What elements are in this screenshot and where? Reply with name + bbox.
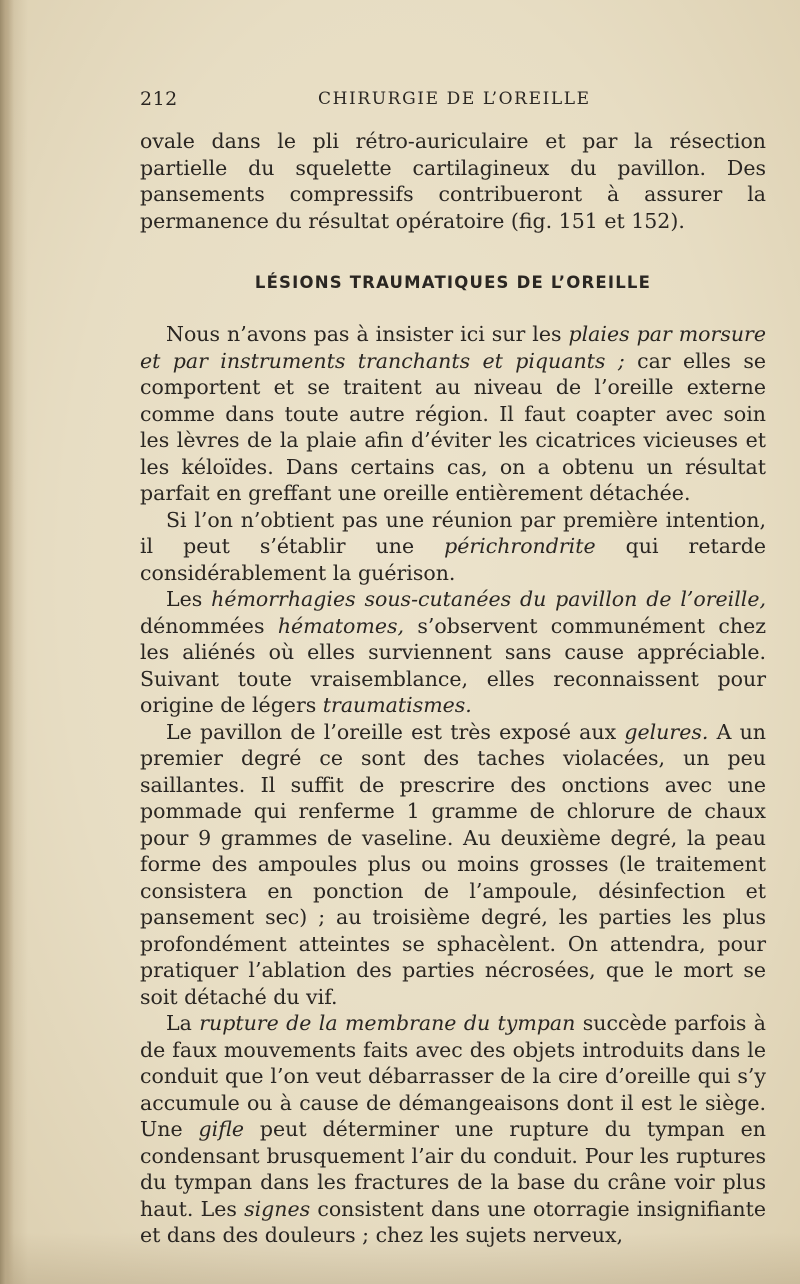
italic-text-run: hémorrhagies sous-cutanées du pavillon de l’oreille,: [211, 587, 766, 611]
paragraph: [140, 321, 766, 507]
italic-text-run: signes: [244, 1196, 311, 1221]
italic-text-run: gelures.: [624, 719, 709, 744]
italic-text-run: gifle: [198, 1117, 244, 1141]
paragraph: [140, 507, 766, 587]
text-run: qui retarde considérablement la guérison.: [140, 534, 766, 585]
text-run: consistent dans une otorragie insignifiante et dans des douleurs ; chez les sujets nerveux,: [140, 1196, 766, 1247]
paragraph: [140, 1010, 766, 1249]
page-number: 212: [140, 88, 178, 110]
text-run: car elles se comportent et se traitent au niveau de l’oreille externe comme dans toute autre région. Il faut coapter avec soin les lèvres de la plaie afin d’éviter les cicatrices vicieuses et les kéloïdes. Dans certains cas, on a obtenu un résultat parfait en greffant une oreille entièrement détachée.: [140, 348, 766, 505]
text-run: Si l’on n’obtient pas une réunion par première intention, il peut s’établir une: [140, 507, 766, 558]
text-run: ovale dans le pli rétro-auriculaire et par la résection partielle du squelette cartilagineux du pavillon. Des pansements compressifs contribueront à assurer la permanence du résultat opératoire (fig. 151 et 152).: [140, 129, 766, 233]
text-run: dénommées: [140, 613, 278, 638]
paragraph: [140, 586, 766, 719]
running-head: CHIRURGIE DE L’OREILLE: [318, 89, 591, 109]
section-title: LÉSIONS TRAUMATIQUES DE L’OREILLE: [254, 273, 652, 292]
text-run: Nous n’avons pas à insister ici sur les: [166, 322, 569, 346]
text-run: Le pavillon de l’oreille est très exposé aux: [166, 719, 625, 744]
page-gutter-shadow: [0, 0, 14, 1284]
italic-text-run: rupture de la membrane du tympan: [199, 1011, 576, 1035]
text-run: Les: [166, 587, 212, 611]
text-run: succède parfois à de faux mouvements faits avec des objets introduits dans le conduit que l’on veut débarrasser de la cire d’oreille qui s’y accumule ou à cause de démangeaisons dont il est le siège. Une: [140, 1011, 766, 1141]
italic-text-run: traumatismes.: [322, 693, 472, 717]
text-run: A un premier degré ce sont des taches violacées, un peu saillantes. Il suffit de prescrire des onctions avec une pommade qui renferme 1 gramme de chlorure de chaux pour 9 grammes de vaseline. Au deuxième degré, la peau forme des ampoules plus ou moins grosses (le traitement consistera en ponction de l’ampoule, désinfection et pansement sec) ; au troisième degré, les parties les plus profondément atteintes se sphacèlent. On attendra, pour pratiquer l’ablation des parties nécrosées, que le mort se soit détaché du vif.: [140, 719, 766, 1009]
intro-paragraph-block: [140, 128, 766, 234]
text-run: La: [166, 1011, 200, 1035]
text-run: s’observent communément chez les aliénés où elles surviennent sans cause appréciable. Suivant toute vraisemblance, elles reconnaissent pour origine de légers: [140, 613, 766, 717]
italic-text-run: hématomes,: [277, 613, 404, 638]
paragraph: [140, 128, 766, 234]
page-header: [140, 88, 766, 118]
italic-text-run: plaies par morsure et par instruments tranchants et piquants ;: [140, 322, 766, 373]
italic-text-run: périchrondrite: [444, 534, 596, 558]
paragraph: [140, 719, 766, 1011]
body-text: [140, 321, 766, 1249]
text-run: peut déterminer une rupture du tympan en condensant brusquement l’air du conduit. Pour les ruptures du tympan dans les fractures de la base du crâne voir plus haut. Les: [140, 1117, 766, 1221]
